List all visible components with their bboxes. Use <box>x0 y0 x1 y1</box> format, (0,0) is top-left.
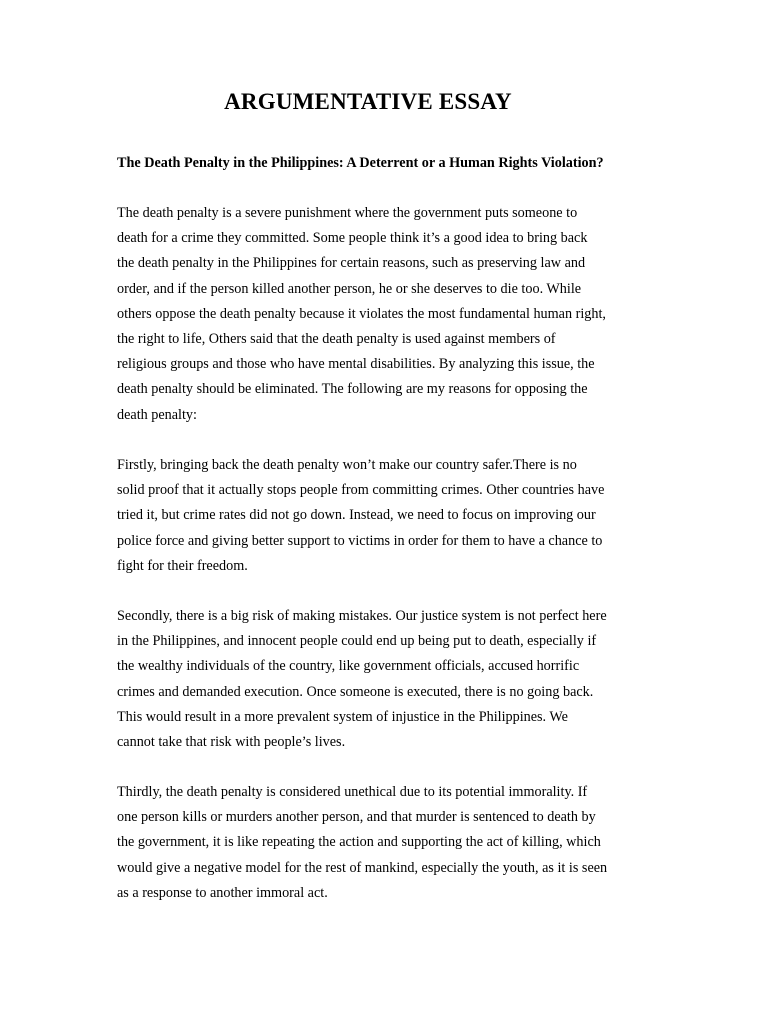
text-line: the right to life, Others said that the death penalty is used against members of <box>117 331 556 348</box>
text-line: would give a negative model for the rest of mankind, especially the youth, as it is seen <box>117 859 608 876</box>
paragraph-firstly <box>117 453 653 579</box>
text-line: in the Philippines, and innocent people could end up being put to death, especially if <box>117 633 597 650</box>
text-line: the death penalty in the Philippines for certain reasons, such as preserving law and <box>117 255 586 272</box>
paragraph-introduction <box>117 201 653 428</box>
text-line: death penalty: <box>117 406 197 423</box>
text-line: solid proof that it actually stops people from committing crimes. Other countries have <box>117 482 605 499</box>
text-line: the wealthy individuals of the country, like government officials, accused horrific <box>117 658 580 675</box>
text-line: death for a crime they committed. Some people think it’s a good idea to bring back <box>117 230 588 247</box>
text-line: Thirdly, the death penalty is considered unethical due to its potential immorality. If <box>117 784 588 800</box>
text-line: tried it, but crime rates did not go down. Instead, we need to focus on improving our <box>117 507 596 524</box>
text-line: crimes and demanded execution. Once someone is executed, there is no going back. <box>117 683 594 700</box>
text-line: the government, it is like repeating the action and supporting the act of killing, which <box>117 834 601 851</box>
text-line: order, and if the person killed another person, he or she deserves to die too. While <box>117 280 582 297</box>
text-line: Secondly, there is a big risk of making mistakes. Our justice system is not perfect here <box>117 608 607 624</box>
paragraph-thirdly <box>117 780 653 906</box>
essay-subtitle: The Death Penalty in the Philippines: A Deterrent or a Human Rights Violation? <box>117 155 604 171</box>
text-line: as a response to another immoral act. <box>117 884 328 901</box>
text-line: The death penalty is a severe punishment where the government puts someone to <box>117 205 578 221</box>
text-line: others oppose the death penalty because it violates the most fundamental human right, <box>117 305 606 322</box>
text-line: This would result in a more prevalent system of injustice in the Philippines. We <box>117 708 568 725</box>
text-line: cannot take that risk with people’s lives. <box>117 734 346 751</box>
document-title: ARGUMENTATIVE ESSAY <box>224 89 512 114</box>
text-line: religious groups and those who have mental disabilities. By analyzing this issue, the <box>117 356 595 373</box>
text-line: fight for their freedom. <box>117 557 248 574</box>
text-line: one person kills or murders another person, and that murder is sentenced to death by <box>117 809 596 826</box>
text-line: death penalty should be eliminated. The following are my reasons for opposing the <box>117 381 588 398</box>
text-line: police force and giving better support to victims in order for them to have a chance to <box>117 532 603 549</box>
text-line: Firstly, bringing back the death penalty won’t make our country safer.There is no <box>117 457 577 473</box>
paragraph-secondly <box>117 604 653 755</box>
